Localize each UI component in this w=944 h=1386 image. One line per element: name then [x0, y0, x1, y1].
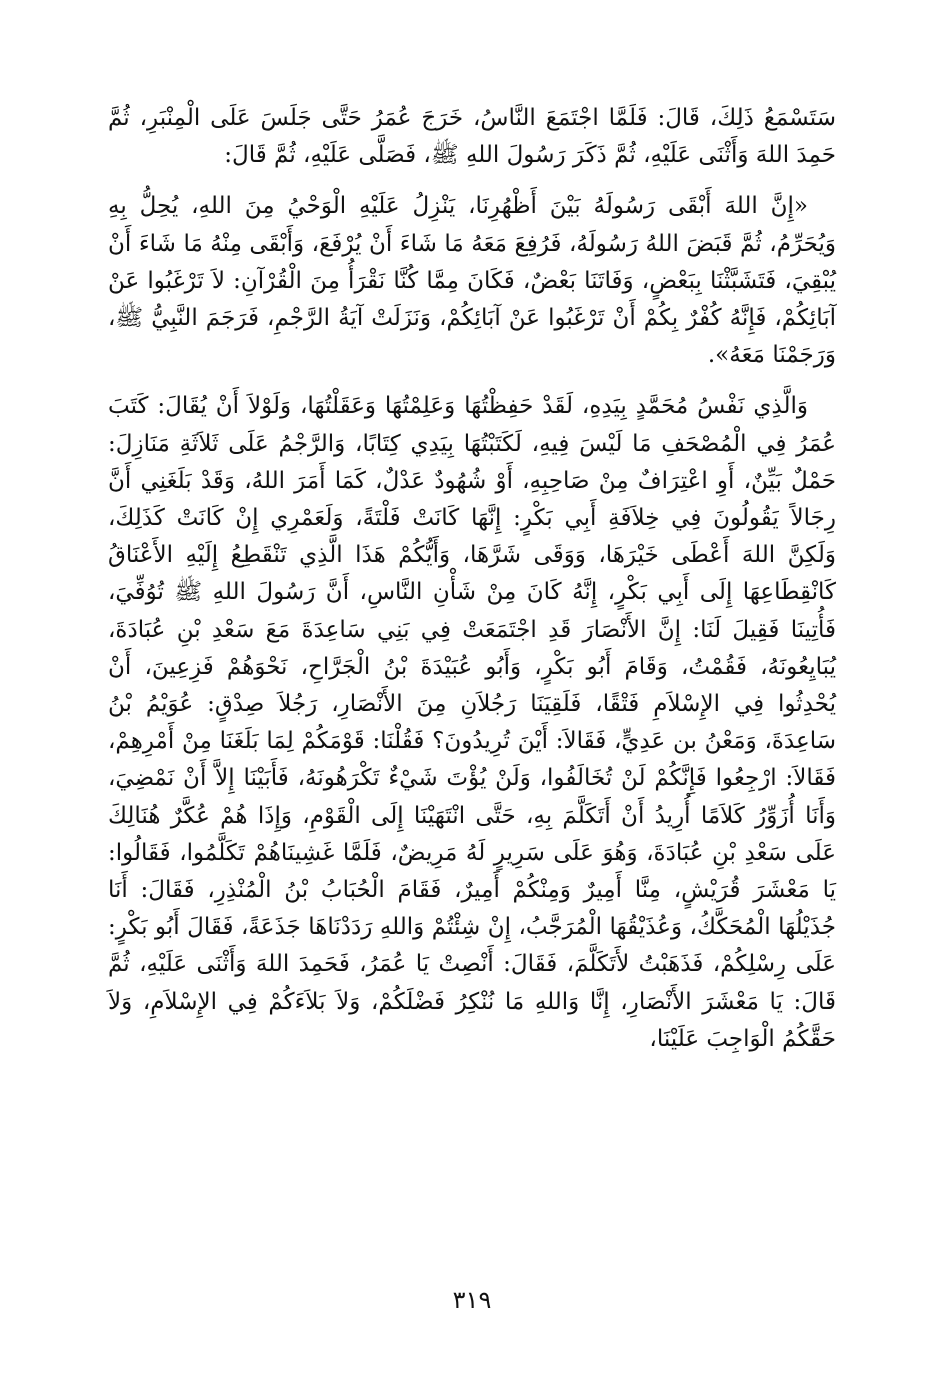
- page-number: ٣١٩: [452, 1286, 492, 1314]
- paragraph-quote: «إِنَّ اللهَ أَبْقَى رَسُولَهُ بَيْنَ أَظْهُرِنَا، يَنْزِلُ عَلَيْهِ الْوَحْيُ مِنَ اللهِ، يُحِلُّ بِهِ وَيُحَرِّمُ، ثُمَّ قَبَضَ اللهُ رَسُولَهُ، فَرُفِعَ مَعَهُ مَا شَاءَ أَنْ يُرْفَعَ، وَأَبْقَى مِنْهُ مَا شَاءَ أَنْ يُبْقِيَ، فَتَشَبَّثْنَا بِبَعْضٍ، وَفَاتَنَا بَعْضٌ، فَكَانَ مِمَّا كُنَّا نَقْرَأُ مِنَ الْقُرْآنِ: لاَ تَرْغَبُوا عَنْ آبَائِكُمْ، فَإِنَّهُ كُفْرٌ بِكُمْ أَنْ تَرْغَبُوا عَنْ آبَائِكُمْ، وَنَزَلَتْ آيَةُ الرَّجْمِ، فَرَجَمَ النَّبِيُّ ﷺ، وَرَجَمْنَا مَعَهُ».: [108, 193, 837, 369]
- paragraph-narrative: وَالَّذِي نَفْسُ مُحَمَّدٍ بِيَدِهِ، لَقَدْ حَفِظْتُهَا وَعَلِمْتُهَا وَعَقَلْتُهَا، وَلَوْلاَ أَنْ يُقَالَ: كَتَبَ عُمَرُ فِي الْمُصْحَفِ مَا لَيْسَ فِيهِ، لَكَتَبْتُهَا بِيَدِي كِتَابًا، وَالرَّجْمُ عَلَى ثَلاَثَةِ مَنَازِلَ: حَمْلٌ بَيِّنٌ، أَوِ اعْتِرَافٌ مِنْ صَاحِبِهِ، أَوْ شُهُودٌ عَدْلٌ، كَمَا أَمَرَ اللهُ، وَقَدْ بَلَغَنِي أَنَّ رِجَالاً يَقُولُونَ فِي خِلاَفَةِ أَبِي بَكْرٍ: إِنَّهَا كَانَتْ فَلْتَةً، وَلَعَمْرِي إِنْ كَانَتْ كَذَلِكَ، وَلَكِنَّ اللهَ أَعْطَى خَيْرَهَا، وَوَقَى شَرَّهَا، وَأَيُّكُمْ هَذَا الَّذِي تَنْقَطِعُ إِلَيْهِ الأَعْنَاقُ كَانْقِطَاعِهَا إِلَى أَبِي بَكْرٍ، إِنَّهُ كَانَ مِنْ شَأْنِ النَّاسِ، أَنَّ رَسُولَ اللهِ ﷺ تُوُفِّيَ، فَأُتِينَا فَقِيلَ لَنَا: إِنَّ الأَنْصَارَ قَدِ اجْتَمَعَتْ فِي بَنِي سَاعِدَةَ مَعَ سَعْدِ بْنِ عُبَادَةَ، يُبَايِعُونَهُ، فَقُمْتُ، وَقَامَ أَبُو بَكْرٍ، وَأَبُو عُبَيْدَةَ بْنُ الْجَرَّاحِ، نَحْوَهُمْ فَزِعِينَ، أَنْ يُحْدِثُوا فِي الإِسْلاَمِ فَتْقًا، فَلَقِيَنَا رَجُلاَنِ مِنَ الأَنْصَارِ، رَجُلاَ صِدْقٍ: عُوَيْمُ بْنُ سَاعِدَةَ، وَمَعْنُ بن عَدِيٍّ، فَقَالاَ: أَيْنَ تُرِيدُونَ؟ فَقُلْنَا: قَوْمَكُمْ لِمَا بَلَغَنَا مِنْ أَمْرِهِمْ، فَقَالاَ: ارْجِعُوا فَإِنَّكُمْ لَنْ تُخَالَفُوا، وَلَنْ يُؤْتَ شَيْءٌ تَكْرَهُونَهُ، فَأَبَيْنَا إِلاَّ أَنْ نَمْضِيَ، وَأَنَا أُزَوِّرُ كَلاَمًا أُرِيدُ أَنْ أَتَكَلَّمَ بِهِ، حَتَّى انْتَهَيْنَا إِلَى الْقَوْمِ، وَإِذَا هُمْ عُكَّرٌ هُنَالِكَ عَلَى سَعْدِ بْنِ عُبَادَةَ، وَهُوَ عَلَى سَرِيرٍ لَهُ مَرِيضٌ، فَلَمَّا غَشِينَاهُمْ تَكَلَّمُوا، فَقَالُوا: يَا مَعْشَرَ قُرَيْشٍ، مِنَّا أَمِيرٌ وَمِنْكُمْ أَمِيرٌ، فَقَامَ الْحُبَابُ بْنُ الْمُنْذِرِ، فَقَالَ: أَنَا جُذَيْلُهَا الْمُحَكَّكُ، وَعُذَيْقُهَا الْمُرَجَّبُ، إِنْ شِئْتُمْ وَاللهِ رَدَدْنَاهَا جَذَعَةً، فَقَالَ أَبُو بَكْرٍ: عَلَى رِسْلِكُمْ، فَذَهَبْتُ لأَتَكَلَّمَ، فَقَالَ: أَنْصِتْ يَا عُمَرُ، فَحَمِدَ اللهَ وَأَثْنَى عَلَيْهِ، ثُمَّ قَالَ: يَا مَعْشَرَ الأَنْصَارِ، إِنَّا وَاللهِ مَا نُنْكِرُ فَضْلَكُمْ، وَلاَ بَلاَءَكُمْ فِي الإِسْلاَمِ، وَلاَ حَقَّكُمُ الْوَاجِبَ عَلَيْنَا،: [108, 393, 836, 1052]
- page-body: [108, 100, 836, 1058]
- paragraph-intro: سَتَسْمَعُ ذَلِكَ، قَالَ: فَلَمَّا اجْتَمَعَ النَّاسُ، خَرَجَ عُمَرُ حَتَّى جَلَسَ عَلَى الْمِنْبَرِ، ثُمَّ حَمِدَ اللهَ وَأَثْنَى عَلَيْهِ، ثُمَّ ذَكَرَ رَسُولَ اللهِ ﷺ، فَصَلَّى عَلَيْهِ، ثُمَّ قَالَ:: [108, 105, 836, 169]
